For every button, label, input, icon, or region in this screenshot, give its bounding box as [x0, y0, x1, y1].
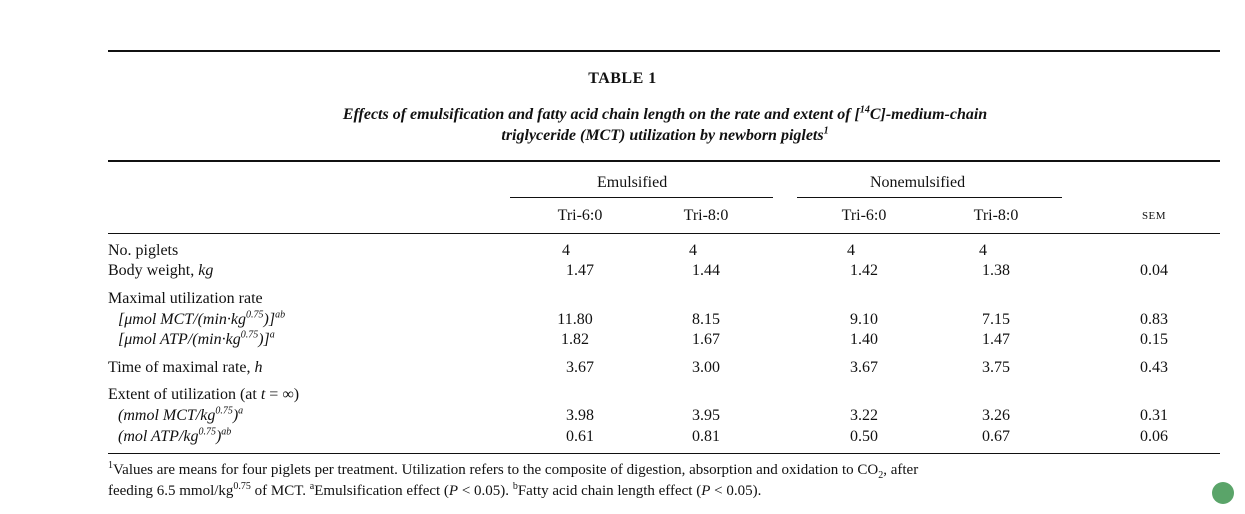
table-cell: 1.42 [850, 262, 878, 279]
bottom-rule [108, 453, 1220, 454]
table-caption-line1: Effects of emulsification and fatty acid chain length on the rate and extent of [$^{14}$C]-medium-chain [342, 104, 988, 123]
table-cell: 1.47 [566, 262, 594, 279]
table-cell-sem: 0.15 [1140, 331, 1168, 348]
table-cell: 3.75 [982, 359, 1010, 376]
table-cell: 1.40 [850, 331, 878, 348]
row-label: Maximal utilization rate [108, 290, 263, 307]
table-cell: 0.50 [850, 428, 878, 445]
table-cell: 9.10 [850, 311, 878, 328]
row-label: [μmol ATP/$(\min\cdot kg^{0.75})]^a$ [118, 329, 275, 348]
table-cell: 8.15 [692, 311, 720, 328]
table-cell: 0.67 [982, 428, 1010, 445]
column-header-sem: SEM [1141, 210, 1167, 222]
column-header: Tri-8:0 [973, 207, 1019, 224]
table-cell: 0.81 [692, 428, 720, 445]
table-cell: 3.26 [982, 407, 1010, 424]
table-cell: 7.15 [982, 311, 1010, 328]
table-cell-sem: 0.31 [1140, 407, 1168, 424]
table-cell: 0.61 [566, 428, 594, 445]
table-cell: 3.00 [692, 359, 720, 376]
group-rule-emulsified [510, 197, 773, 198]
table-cell-sem: 0.43 [1140, 359, 1168, 376]
column-header: Tri-6:0 [841, 207, 887, 224]
table-cell: 1.38 [982, 262, 1010, 279]
table-cell: 1.67 [692, 331, 720, 348]
footnote-line1: $^1$Values are means for four piglets per treatment. Utilization refers to the composite of digestion, absorption and oxidation to $CO_2$, after [108, 460, 919, 481]
row-label: Time of maximal rate, h [108, 359, 263, 376]
leaf-badge-icon[interactable] [1212, 482, 1234, 504]
table-cell-sem: 0.04 [1140, 262, 1168, 279]
row-label: (mmol MCT/$kg^{0.75})^a$ [118, 405, 244, 424]
table-cell: 4 [689, 242, 697, 259]
table-cell: 3.95 [692, 407, 720, 424]
table-cell: 4 [562, 242, 570, 259]
table-cell: 4 [847, 242, 855, 259]
group-header-emulsified: Emulsified [597, 174, 668, 191]
table-label: TABLE 1 [588, 70, 657, 87]
table-cell: 11.80 [557, 311, 593, 328]
column-header: Tri-6:0 [557, 207, 603, 224]
table-cell: 1.44 [692, 262, 720, 279]
table-caption-line2: triglyceride (MCT) utilization by newborn piglets$^1$ [501, 125, 829, 144]
column-header: Tri-8:0 [683, 207, 729, 224]
row-label: Extent of utilization (at t = ∞) [108, 386, 300, 403]
group-rule-nonemulsified [797, 197, 1062, 198]
table-cell: 4 [979, 242, 987, 259]
footnote-line2: feeding 6.5 mmol/$kg^{0.75}$ of MCT. $^a$Emulsification effect (P < 0.05). $^b$Fatty acid chain length effect (P < 0.05). [108, 481, 762, 499]
header-rule [108, 160, 1220, 162]
row-label: Body weight, kg [108, 262, 214, 279]
table-cell: 3.67 [566, 359, 594, 376]
row-label: (mol ATP/$kg^{0.75})^{ab}$ [118, 426, 232, 445]
table-cell: 1.82 [561, 331, 589, 348]
group-header-nonemulsified: Nonemulsified [870, 174, 966, 191]
table-cell: 3.98 [566, 407, 594, 424]
table-cell: 1.47 [982, 331, 1010, 348]
body-rule [108, 233, 1220, 234]
top-rule [108, 50, 1220, 52]
table-cell-sem: 0.83 [1140, 311, 1168, 328]
table-cell-sem: 0.06 [1140, 428, 1168, 445]
table-cell: 3.22 [850, 407, 878, 424]
row-label: No. piglets [108, 242, 179, 259]
table-cell: 3.67 [850, 359, 878, 376]
row-label: [μmol MCT/$(\min\cdot kg^{0.75})]^{ab}$ [118, 309, 286, 328]
